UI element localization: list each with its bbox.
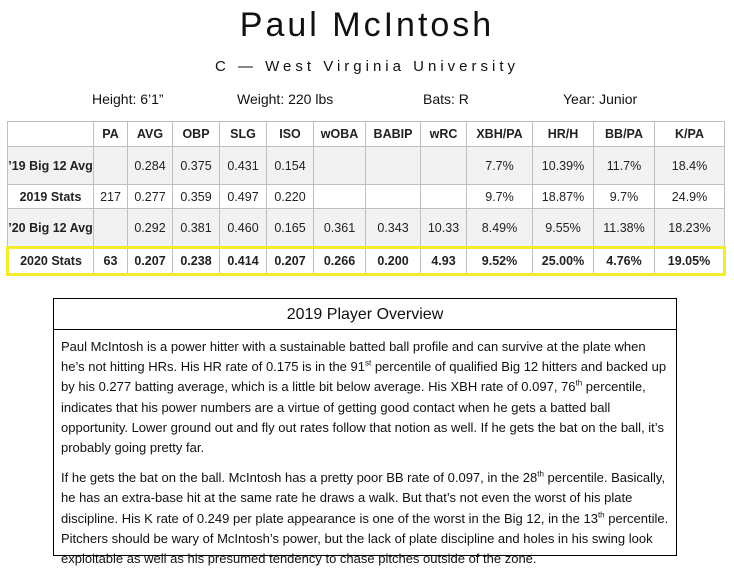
- column-header: PA: [94, 122, 128, 147]
- table-cell: 25.00%: [533, 248, 594, 275]
- table-cell: 9.55%: [533, 209, 594, 248]
- table-cell: 0.238: [173, 248, 220, 275]
- year-info: Year: Junior: [563, 91, 638, 107]
- table-cell: 4.93: [421, 248, 467, 275]
- ordinal-suffix: st: [364, 358, 372, 368]
- bats-info: Bats: R: [423, 91, 469, 107]
- table-cell: 0.343: [366, 209, 421, 248]
- table-cell: 0.431: [220, 147, 267, 185]
- table-cell: 0.497: [220, 185, 267, 209]
- table-cell: [366, 147, 421, 185]
- table-cell: [94, 147, 128, 185]
- table-cell: 0.266: [314, 248, 366, 275]
- column-header: wRC: [421, 122, 467, 147]
- row-label: ’20 Big 12 Avg: [8, 209, 94, 248]
- column-header: BB/PA: [594, 122, 655, 147]
- overview-title: 2019 Player Overview: [54, 299, 676, 330]
- header-cell-blank: [8, 122, 94, 147]
- table-row: [8, 147, 725, 185]
- table-cell: 0.361: [314, 209, 366, 248]
- table-cell: 63: [94, 248, 128, 275]
- table-cell: 18.87%: [533, 185, 594, 209]
- table-cell: [366, 185, 421, 209]
- table-cell: 217: [94, 185, 128, 209]
- column-header: AVG: [128, 122, 173, 147]
- table-cell: [94, 209, 128, 248]
- row-label: ’19 Big 12 Avg: [8, 147, 94, 185]
- table-cell: [421, 147, 467, 185]
- overview-text: Paul McIntosh is a power hitter with a sustainable batted ball profile and can survive at the plate when he’s not hitting HRs. His HR rate of 0.175 is in the 91: [61, 339, 646, 375]
- table-cell: 0.207: [267, 248, 314, 275]
- weight-info: Weight: 220 lbs: [237, 91, 334, 107]
- table-cell: 7.7%: [467, 147, 533, 185]
- table-cell: 24.9%: [655, 185, 725, 209]
- ordinal-suffix: th: [575, 379, 583, 389]
- stats-table: [6, 121, 726, 276]
- overview-body: [54, 330, 676, 569]
- table-cell: 4.76%: [594, 248, 655, 275]
- table-cell: 11.7%: [594, 147, 655, 185]
- table-cell: 0.200: [366, 248, 421, 275]
- column-header: BABIP: [366, 122, 421, 147]
- table-cell: 0.207: [128, 248, 173, 275]
- overview-text: percentile, indicates that his power numbers are a virtue of getting good contact when he gets a batted ball opportunity. Lower ground out and fly out rates follow that notion as well. If he gets the bat on the ball, it’s probably going pretty far.: [61, 379, 664, 456]
- table-cell: 0.359: [173, 185, 220, 209]
- column-header: SLG: [220, 122, 267, 147]
- overview-paragraph-1: [61, 337, 669, 458]
- stats-header-row: [8, 122, 725, 147]
- row-label: 2020 Stats: [8, 248, 94, 275]
- table-cell: 10.33: [421, 209, 467, 248]
- position-school: C — West Virginia University: [215, 58, 519, 75]
- player-name: Paul McIntosh: [239, 6, 495, 44]
- table-cell: 0.292: [128, 209, 173, 248]
- table-cell: [314, 147, 366, 185]
- table-cell: 18.4%: [655, 147, 725, 185]
- table-row: [8, 248, 725, 275]
- table-cell: 0.277: [128, 185, 173, 209]
- table-cell: 0.220: [267, 185, 314, 209]
- table-cell: 18.23%: [655, 209, 725, 248]
- overview-text: If he gets the bat on the ball. McIntosh has a pretty poor BB rate of 0.097, in the 28: [61, 470, 538, 486]
- overview-text: percentile. Pitchers should be wary of McIntosh’s power, but the lack of plate discipline and holes in his swing look exploitable as well as his presumed tendency to chase pitches outside of the zone.: [61, 510, 669, 567]
- table-cell: 8.49%: [467, 209, 533, 248]
- table-cell: 0.154: [267, 147, 314, 185]
- height-info: Height: 6’1”: [92, 91, 164, 107]
- table-cell: 9.7%: [594, 185, 655, 209]
- table-row: [8, 209, 725, 248]
- column-header: wOBA: [314, 122, 366, 147]
- column-header: HR/H: [533, 122, 594, 147]
- table-cell: 0.284: [128, 147, 173, 185]
- table-cell: 0.414: [220, 248, 267, 275]
- column-header: ISO: [267, 122, 314, 147]
- table-cell: 0.381: [173, 209, 220, 248]
- table-cell: 0.375: [173, 147, 220, 185]
- table-cell: 0.460: [220, 209, 267, 248]
- ordinal-suffix: th: [597, 510, 605, 520]
- table-cell: 9.7%: [467, 185, 533, 209]
- column-header: XBH/PA: [467, 122, 533, 147]
- table-cell: 11.38%: [594, 209, 655, 248]
- overview-paragraph-2: [61, 468, 669, 569]
- ordinal-suffix: th: [537, 469, 544, 479]
- row-label: 2019 Stats: [8, 185, 94, 209]
- column-header: K/PA: [655, 122, 725, 147]
- overview-text: percentile of qualified Big 12 hitters and backed up by his 0.277 batting average, which is a little bit below average. His XBH rate of 0.097, 76: [61, 359, 667, 395]
- table-cell: 0.165: [267, 209, 314, 248]
- player-overview-box: [53, 298, 677, 567]
- column-header: OBP: [173, 122, 220, 147]
- table-row: [8, 185, 725, 209]
- table-cell: 10.39%: [533, 147, 594, 185]
- table-cell: 19.05%: [655, 248, 725, 275]
- table-cell: 9.52%: [467, 248, 533, 275]
- overview-text: percentile. Basically, he has an extra-base hit at the same rate he draws a walk. But that’s not even the worst of his plate discipline. His K rate of 0.249 per plate appearance is one of the worst in the Big 12, in the 13: [61, 470, 666, 526]
- table-cell: [314, 185, 366, 209]
- table-cell: [421, 185, 467, 209]
